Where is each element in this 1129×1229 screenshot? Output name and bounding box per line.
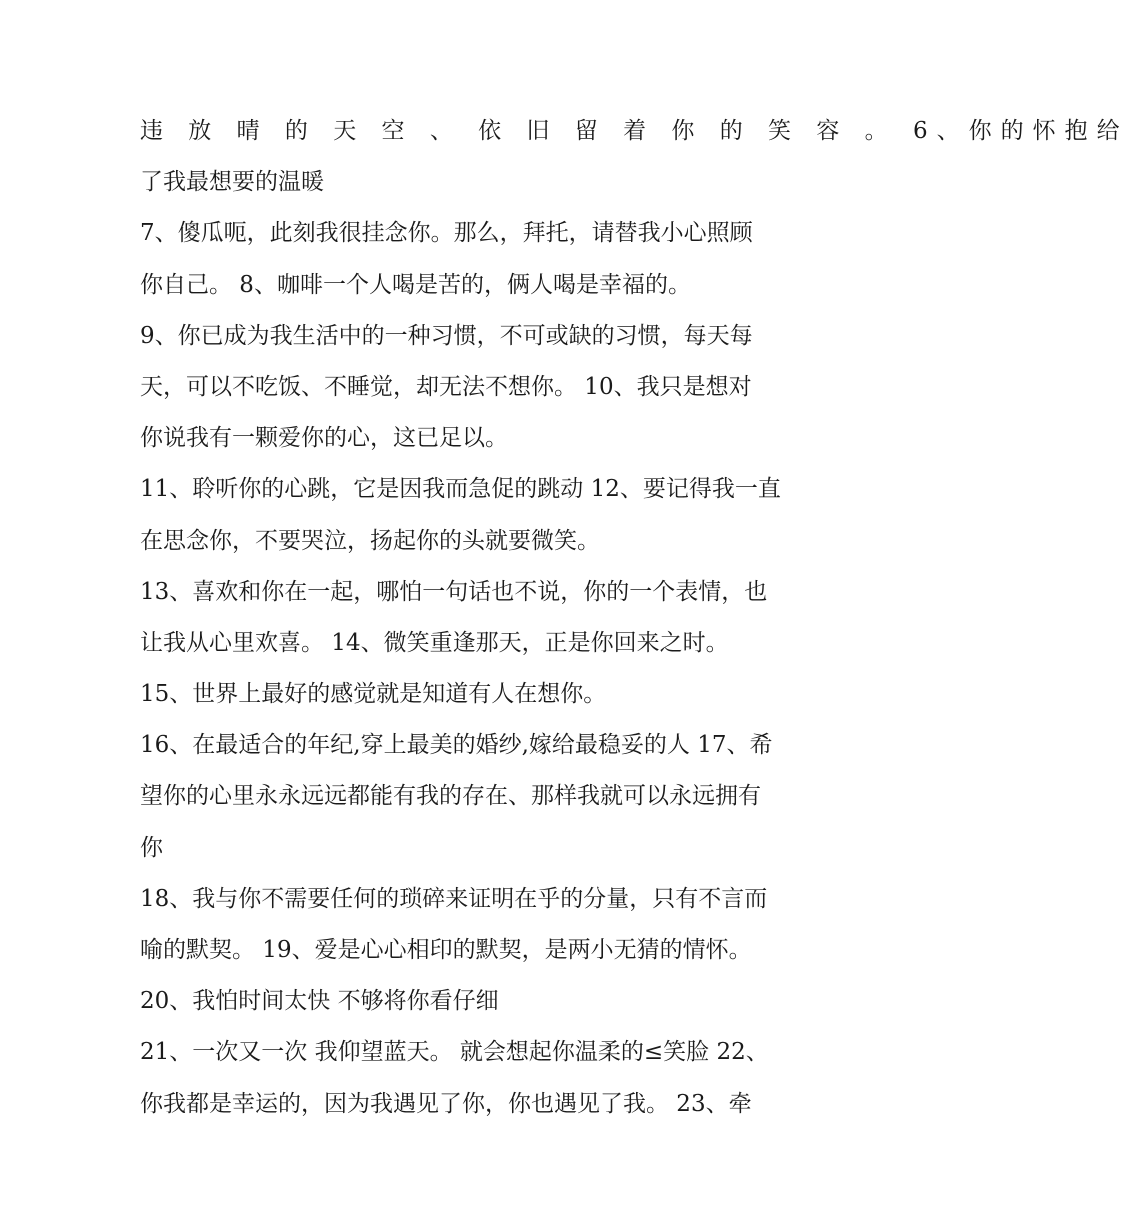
text-line: 11、聆听你的心跳，它是因我而急促的跳动 12、要记得我一直 xyxy=(140,476,781,503)
text-line: 你说我有一颗爱你的心，这已足以。 xyxy=(140,425,508,452)
text-line: 20、我怕时间太快 不够将你看仔细 xyxy=(140,988,499,1015)
text-line: 你 xyxy=(140,834,163,861)
text-line: 违 放 晴 的 天 空 、 依 旧 留 着 你 的 笑 容 。 6、你的怀抱给 xyxy=(140,118,1129,144)
text-line: 18、我与你不需要任何的琐碎来证明在乎的分量，只有不言而 xyxy=(140,885,768,912)
text-line: 了我最想要的温暖 xyxy=(140,169,324,196)
body-text xyxy=(140,106,1129,1130)
text-line: 15、世界上最好的感觉就是知道有人在想你。 xyxy=(140,681,607,708)
text-line: 16、在最适合的年纪,穿上最美的婚纱,嫁给最稳妥的人 17、希 xyxy=(140,732,773,759)
text-line: 让我从心里欢喜。 14、微笑重逢那天，正是你回来之时。 xyxy=(140,629,729,656)
text-line: 天，可以不吃饭、不睡觉，却无法不想你。 10、我只是想对 xyxy=(140,373,752,400)
text-line: 在思念你，不要哭泣，扬起你的头就要微笑。 xyxy=(140,527,600,554)
text-line: 你自己。 8、咖啡一个人喝是苦的，俩人喝是幸福的。 xyxy=(140,271,691,298)
text-line: 你我都是幸运的，因为我遇见了你，你也遇见了我。 23、牵 xyxy=(140,1090,752,1117)
text-line: 望你的心里永永远远都能有我的存在、那样我就可以永远拥有 xyxy=(140,783,761,810)
text-line: 喻的默契。 19、爱是心心相印的默契，是两小无猜的情怀。 xyxy=(140,937,752,963)
text-line: 21、一次又一次 我仰望蓝天。 就会想起你温柔的≤笑脸 22、 xyxy=(140,1039,769,1066)
text-line: 9、你已成为我生活中的一种习惯，不可或缺的习惯，每天每 xyxy=(140,322,753,349)
text-line: 7、傻瓜呃，此刻我很挂念你。那么，拜托，请替我小心照顾 xyxy=(140,220,753,247)
text-line: 13、喜欢和你在一起，哪怕一句话也不说，你的一个表情，也 xyxy=(140,578,768,605)
